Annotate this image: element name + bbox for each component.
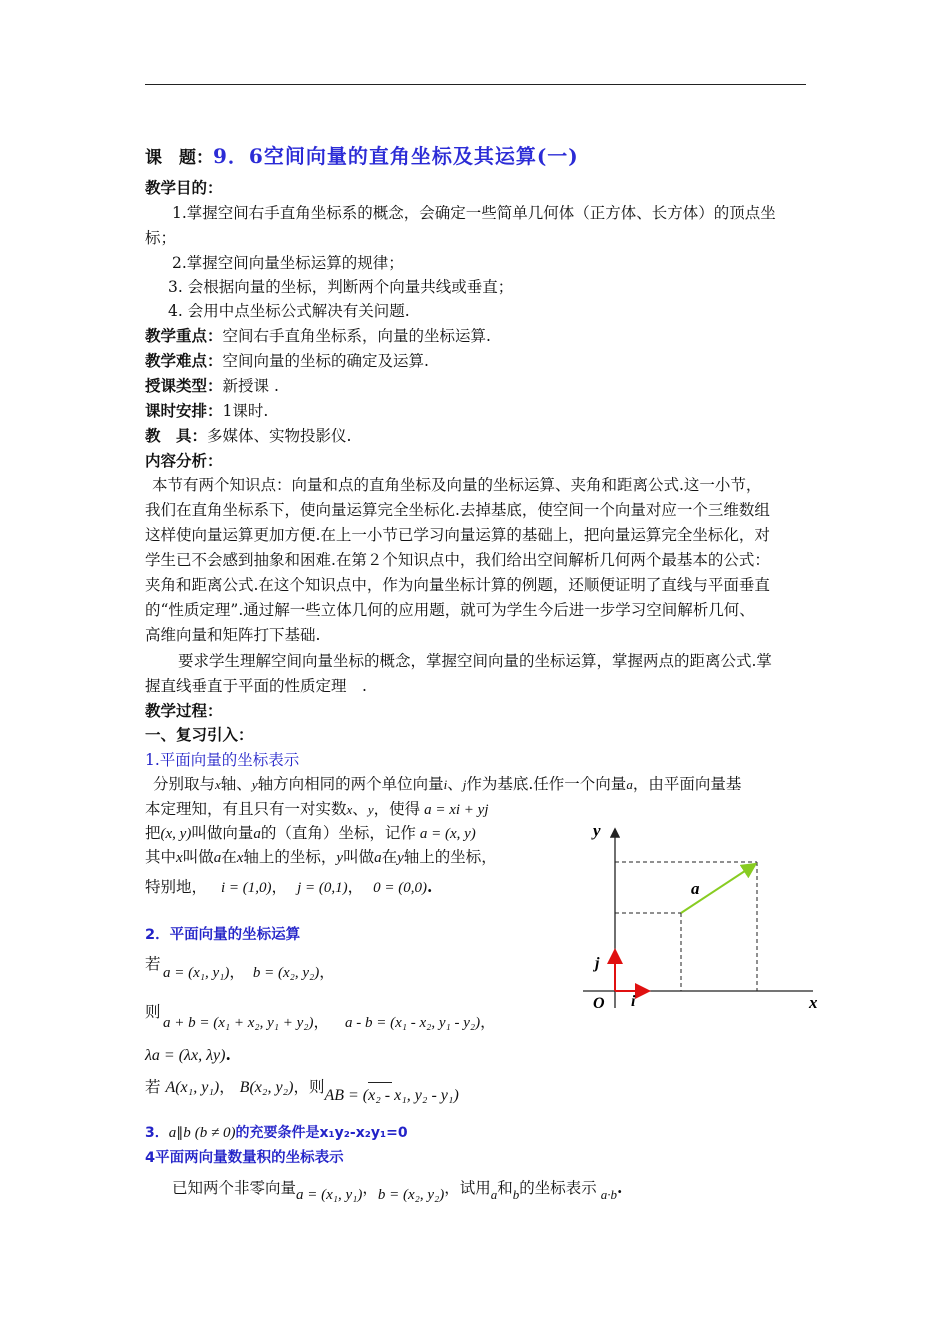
formula-dot: a·b [600, 1187, 618, 1202]
analysis-line: 这样使向量运算更加方便.在上一小节已学习向量运算的基础上，把向量运算完全坐标化，对 [145, 526, 770, 544]
formula-j: j = (0,1) [297, 880, 348, 896]
var-y: y [367, 802, 374, 817]
objectives-heading: 教学目的： [145, 178, 223, 197]
text: . [617, 1178, 623, 1197]
sec3 [145, 1121, 408, 1145]
text: 和 [497, 1179, 513, 1197]
text: 叫做 [182, 848, 214, 866]
collinear-formula: x₁y₂-x₂y₁=0 [319, 1125, 408, 1141]
var-b: b [183, 1125, 191, 1141]
text: ， [319, 963, 335, 981]
objective-1-cont: 标； [145, 229, 177, 247]
var-a: a [626, 777, 633, 792]
analysis-line: 学生已不会感到抽象和困难.在第２个知识点中，我们给出空间解析几何两个最基本的公式： [145, 551, 770, 569]
text: ， [347, 878, 364, 896]
requirement-line: 要求学生理解空间向量坐标的概念，掌握空间向量的坐标运算，掌握两点的距离公式.掌 [178, 652, 772, 670]
text: ， [229, 963, 245, 981]
sec1-line5 [145, 875, 432, 900]
sec1-line2 [145, 797, 489, 822]
text: 在 [221, 848, 237, 866]
analysis-line: 本节有两个知识点：向量和点的直角坐标及向量的坐标运算、夹角和距离公式.这一小节， [152, 476, 762, 494]
var-x: x [346, 802, 353, 817]
text: 若 [145, 1078, 161, 1096]
sec1-line1 [153, 772, 741, 797]
text: 的充要条件是 [235, 1125, 320, 1141]
schedule [145, 399, 268, 423]
formula-zero: 0 = (0,0) [373, 880, 427, 896]
sec1-line3 [145, 821, 476, 846]
formula-diff: a - b = (x₁ - x₂, y₁ - y₂) [344, 1015, 481, 1031]
text: 分别取与 [153, 775, 216, 793]
key-point [145, 324, 491, 348]
text: ，试用 [444, 1179, 491, 1197]
sec4-heading: 4平面两向量数量积的坐标表示 [145, 1150, 344, 1166]
var-y: y [336, 850, 344, 866]
var-a: a [168, 1125, 177, 1141]
coordinate-figure [575, 818, 835, 1018]
text: 的坐标表示 [519, 1179, 597, 1197]
text: ，使得 [373, 800, 421, 818]
analysis-line: 夹角和距离公式.在这个知识点中，作为向量坐标计算的例题，还顺便证明了直线与平面垂直 [145, 576, 770, 594]
formula-b-def: b = (x₂, y₂) [252, 965, 320, 981]
var-a: a [374, 850, 382, 866]
tools-label: 教 具： [145, 426, 208, 445]
text: . [225, 1045, 231, 1064]
y-axis-label: y [593, 821, 601, 840]
text: . [426, 877, 433, 896]
var-a: a [213, 850, 222, 866]
sec2-defs [163, 960, 335, 985]
var-j: j [462, 777, 467, 792]
text: 若 [145, 955, 161, 973]
lesson-type-label: 授课类型： [145, 376, 223, 395]
var-a: a [490, 1187, 498, 1202]
var-b: b [512, 1187, 520, 1202]
text: 已知两个非零向量 [172, 1179, 297, 1197]
analysis-heading: 内容分析： [145, 451, 223, 470]
sec2-heading: 2．平面向量的坐标运算 [145, 927, 301, 943]
formula-point-a: A(x₁, y₁) [165, 1079, 220, 1096]
origin-label: O [593, 995, 605, 1012]
parallel-symbol: ∥ [176, 1125, 184, 1141]
var-x: x [176, 850, 183, 866]
text: ， [271, 878, 288, 896]
i-label: i [631, 993, 636, 1010]
lesson-type [145, 374, 279, 398]
analysis-line: 高维向量和矩阵打下基础. [145, 626, 321, 644]
text: 轴上的坐标， [403, 848, 497, 866]
sec2-scalar [145, 1043, 231, 1068]
text: 轴、 [220, 775, 252, 793]
text: 作为基底.任作一个向量 [466, 775, 627, 793]
text: 叫做向量 [191, 824, 254, 842]
text: 本定理知，有且只有一对实数 [145, 800, 347, 818]
header-rule [145, 84, 806, 85]
var-x: x [215, 777, 221, 792]
text: ， [219, 1078, 235, 1096]
sec2-if [145, 952, 161, 976]
text: 轴方向相同的两个单位向量 [257, 775, 444, 793]
title-prefix: 课 题： [145, 148, 213, 168]
analysis-line: 的“性质定理”.通过解一些立体几何的应用题，就可为学生今后进一步学习空间解析几何、 [145, 601, 755, 619]
formula-sum: a + b = (x₁ + x₂, y₁ + y₂) [163, 1015, 314, 1031]
text: ， [480, 1013, 496, 1031]
text: ，由平面向量基 [632, 775, 742, 793]
tools [145, 424, 351, 448]
objective-3: 3. 会根据向量的坐标，判断两个向量共线或垂直； [168, 278, 514, 296]
text: 特别地， [145, 878, 208, 896]
j-label: j [595, 955, 600, 972]
formula-scalar: λa = (λx, λy) [145, 1047, 226, 1064]
key-point-value: 空间右手直角坐标系，向量的坐标运算. [222, 327, 491, 345]
sec2-ops [163, 1010, 496, 1035]
schedule-label: 课时安排： [145, 401, 223, 420]
var-x: x [236, 850, 244, 866]
sec2-ab [145, 1075, 459, 1104]
nonzero-condition: (b ≠ 0) [194, 1125, 236, 1141]
page-title [145, 140, 579, 169]
text: 、 [447, 775, 463, 793]
formula-xy: (x, y) [160, 826, 192, 842]
var-y: y [397, 850, 404, 866]
formula-a-xi-yj: a = xi + yj [424, 802, 489, 818]
sec2-then: 则 [145, 1003, 161, 1021]
text: ，则 [293, 1078, 325, 1096]
process-heading: 教学过程： [145, 701, 223, 720]
objective-1: 1.掌握空间右手直角坐标系的概念，会确定一些简单几何体（正方体、长方体）的顶点坐 [172, 204, 776, 222]
section-review: 一、复习引入： [145, 725, 254, 744]
text: 3． [145, 1125, 169, 1141]
text: 轴上的坐标， [243, 848, 337, 866]
formula-b-def: b = (x₂, y₂) [377, 1187, 445, 1203]
formula-ab: AB = (x₂ - x₁, y₂ - y₁) [324, 1087, 459, 1104]
text: ， [362, 1179, 378, 1197]
text: ， [313, 1013, 329, 1031]
sec4-line [172, 1176, 622, 1201]
text: 其中 [145, 848, 177, 866]
text: 把 [145, 824, 161, 842]
x-axis-label: x [809, 993, 818, 1012]
tools-value: 多媒体、实物投影仪. [207, 427, 352, 445]
formula-a-xy: a = (x, y) [419, 826, 476, 842]
formula-a-def: a = (x₁, y₁) [296, 1187, 363, 1203]
var-i: i [443, 777, 448, 792]
ab-overline [368, 1082, 392, 1083]
var-a: a [253, 826, 261, 842]
key-point-label: 教学重点： [145, 326, 223, 345]
formula-i: i = (1,0) [221, 880, 272, 896]
text: 在 [381, 848, 398, 866]
schedule-value: 1课时. [222, 402, 269, 420]
lesson-type-value: 新授课 . [222, 377, 279, 395]
difficulty-label: 教学难点： [145, 351, 223, 370]
sec1-line4 [145, 845, 497, 870]
difficulty [145, 349, 429, 373]
formula-point-b: B(x₂, y₂) [239, 1079, 294, 1096]
objective-2: 2.掌握空间向量坐标运算的规律； [172, 254, 404, 272]
title-main: 9．6空间向量的直角坐标及其运算(一) [213, 144, 579, 168]
a-label: a [691, 879, 700, 898]
text: 的（直角）坐标，记作 [260, 824, 416, 842]
text: 叫做 [343, 848, 375, 866]
analysis-line: 我们在直角坐标系下，使向量运算完全坐标化.去掉基底，使空间一个向量对应一个三维数组 [145, 501, 770, 519]
objective-4: 4. 会用中点坐标公式解决有关问题. [168, 302, 410, 320]
text: 、 [352, 800, 368, 818]
var-y: y [251, 777, 258, 792]
difficulty-value: 空间向量的坐标的确定及运算. [222, 352, 429, 370]
requirement-line: 握直线垂直于平面的性质定理 . [145, 677, 367, 695]
sec1-heading: 1.平面向量的坐标表示 [145, 751, 300, 769]
formula-a-def: a = (x₁, y₁) [163, 965, 230, 981]
